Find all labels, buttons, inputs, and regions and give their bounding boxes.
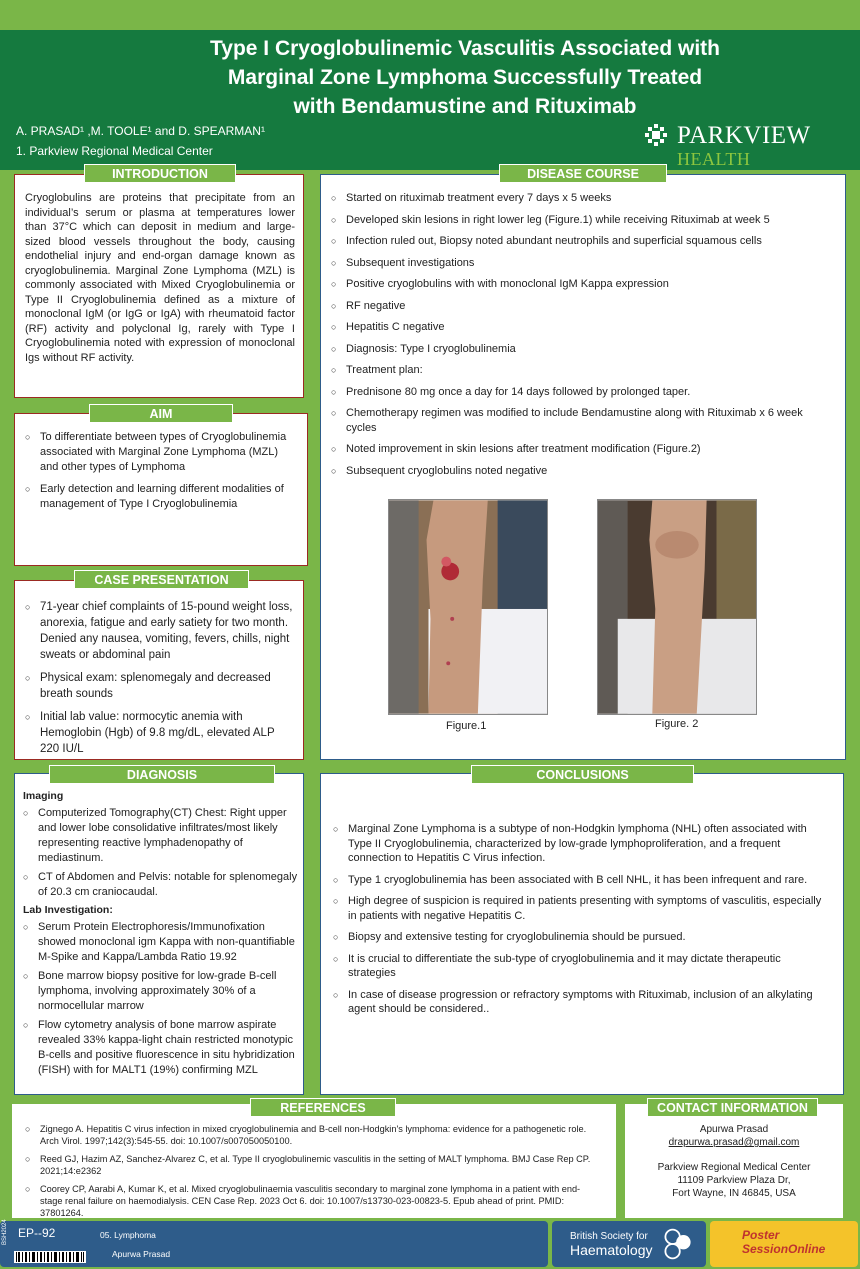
figure-2-photo [597, 499, 757, 715]
conclusions-label: CONCLUSIONS [471, 765, 694, 784]
bsh-mark-icon [660, 1226, 696, 1262]
list-item: ○ Noted improvement in skin lesions after treatment modification (Figure.2) [331, 442, 833, 457]
disease-course-label: DISEASE COURSE [499, 164, 667, 183]
list-item: ○ RF negative [331, 299, 833, 314]
list-item: ○ Positive cryoglobulins with with monoclonal IgM Kappa expression [331, 277, 833, 292]
introduction-label: INTRODUCTION [84, 164, 236, 183]
list-item: ○ Zignego A. Hepatitis C virus infection in mixed cryoglobulinemia and B-cell non-Hodgkin's lymphoma: evidence for a pathogenetic role. Arch Virol. 1997;142(3):545-55. doi: 10.1007/s007050050100. [25, 1123, 601, 1147]
contact-org: Parkview Regional Medical Center [657, 1162, 811, 1173]
list-item: ○ Subsequent cryoglobulins noted negative [331, 464, 833, 479]
introduction-text: Cryoglobulins are proteins that precipitate from an individual’s serum or plasma at temperatures lower than 37°C which can deposit in medium and large-sized blood vessels throughout the body, causing endothelial injury and end-organ damage known as cryoglobulinemia. Marginal Zone Lymphoma (MZL) is commonly associated with Mixed Cryoglobulinemia or Type II Cryoglobulinemia defined as a mixture of monoclonal IgM (or IgG or IgA) with rheumatoid factor (RF) activity and polyclonal Ig, rarely with Type I Cryoglobulinemia noted with expression of monoclonal Igs without RF activity. [25, 192, 295, 364]
poster-session-online-logo [710, 1221, 858, 1267]
list-item: ○ Treatment plan: [331, 363, 833, 378]
contact-name: Apurwa Prasad [699, 1124, 769, 1135]
aim-box [14, 413, 308, 566]
disease-course-list [331, 191, 833, 485]
introduction-box [14, 174, 304, 398]
list-item: ○ Chemotherapy regimen was modified to include Bendamustine along with Rituximab x 6 week cycles [331, 406, 833, 435]
poster-code: EP--92 [18, 1226, 56, 1240]
contact-box [625, 1104, 843, 1218]
parkview-logo-mark-icon [645, 124, 667, 146]
barcode-icon [14, 1251, 86, 1263]
case-presentation-box [14, 580, 304, 760]
references-box [12, 1104, 616, 1218]
figure-1-caption: Figure.1 [446, 720, 487, 732]
affiliation: 1. Parkview Regional Medical Center [16, 144, 213, 158]
list-item: ○ Diagnosis: Type I cryoglobulinemia [331, 342, 833, 357]
list-item: ○ Type 1 cryoglobulinemia has been associated with B cell NHL, it has been infrequent and rare. [333, 873, 831, 888]
figure-2-caption: Figure. 2 [655, 718, 699, 730]
title-line-1: Type I Cryoglobulinemic Vasculitis Associated with [210, 37, 720, 60]
list-item: ○ Started on rituximab treatment every 7 days x 5 weeks [331, 191, 833, 206]
top-band [0, 0, 860, 30]
authors: A. PRASAD¹ ,M. TOOLE¹ and D. SPEARMAN¹ [16, 124, 265, 138]
contact-city: Fort Wayne, IN 46845, USA [672, 1188, 796, 1199]
case-presentation-label: CASE PRESENTATION [74, 570, 249, 589]
logo-name: PARKVIEW [677, 122, 811, 149]
references-label: REFERENCES [250, 1098, 396, 1117]
conclusions-list [333, 822, 831, 1024]
list-item: ○ Early detection and learning different modalities of management of Type I Cryoglobulinemia [25, 482, 297, 512]
footer-category: 05. Lymphoma [100, 1230, 156, 1240]
contact-email[interactable]: drapurwa.prasad@gmail.com [668, 1137, 800, 1148]
title-line-2: Marginal Zone Lymphoma Successfully Treated [227, 66, 703, 89]
pso-line-1: Poster [742, 1228, 780, 1242]
list-item: ○ Coorey CP, Aarabi A, Kumar K, et al. Mixed cryoglobulinaemia vasculitis secondary to marginal zone lymphoma in a patient with end-stage renal failure on haemodialysis. CEN Case Rep. 2023 Oct 6. doi: 10.1007/s13730-023-00823-5. Epub ahead of print. PMID: 37801264. [25, 1183, 601, 1219]
bsh-line-2: Haematology [570, 1242, 653, 1258]
title-line-3: with Bendamustine and Rituximab [293, 95, 637, 118]
disease-course-box [320, 174, 846, 760]
list-item: ○ Hepatitis C negative [331, 320, 833, 335]
conclusions-box [320, 773, 844, 1095]
footer-bar [0, 1221, 548, 1267]
list-item: ○ High degree of suspicion is required in patients presenting with symptoms of vasculitis, especially in patients with negative Hepatitis C. [333, 894, 831, 923]
list-item: ○ Developed skin lesions in right lower leg (Figure.1) while receiving Rituximab at week 5 [331, 213, 833, 228]
contact-label: CONTACT INFORMATION [647, 1098, 818, 1117]
list-item: ○ Biopsy and extensive testing for cryoglobulinemia should be pursued. [333, 930, 831, 945]
list-item: ○ Subsequent investigations [331, 256, 833, 271]
case-list [25, 599, 293, 764]
diagnosis-box [14, 773, 304, 1095]
list-item: ○ Computerized Tomography(CT) Chest: Right upper and lower lobe consolidative infiltrates/most likely representing reactive lymphadenopathy of mediastinum. [23, 806, 299, 866]
footer-presenter: Apurwa Prasad [112, 1249, 171, 1259]
list-item: ○ It is crucial to differentiate the sub-type of cryoglobulinemia and it may dictate therapeutic strategies [333, 952, 831, 981]
bsh-logo [552, 1221, 706, 1267]
logo-subtitle: HEALTH [677, 149, 751, 169]
imaging-heading: Imaging [23, 790, 64, 802]
list-item: ○ Initial lab value: normocytic anemia with Hemoglobin (Hgb) of 9.8 mg/dL, elevated ALP 220 IU/L [25, 709, 293, 757]
list-item: ○ To differentiate between types of Cryoglobulinemia associated with Marginal Zone Lymphoma (MZL) and other types of Lymphoma [25, 430, 297, 475]
list-item: ○ Reed GJ, Hazim AZ, Sanchez-Alvarez C, et al. Type II cryoglobulinemic vasculitis in the setting of MALT lymphoma. BMJ Case Rep CP. 2021;14:e2362 [25, 1153, 601, 1177]
list-item: ○ CT of Abdomen and Pelvis: notable for splenomegaly of 20.3 cm craniocaudal. [23, 870, 299, 900]
pso-line-2: SessionOnline [742, 1242, 826, 1256]
list-item: ○ Marginal Zone Lymphoma is a subtype of non-Hodgkin lymphoma (NHL) often associated with Type II Cryoglobulinemia, characterized by low-grade lymphoproliferation, and a frequent connection to Hepatitis C Virus infection. [333, 822, 831, 866]
list-item: ○ Physical exam: splenomegaly and decreased breath sounds [25, 670, 293, 702]
contact-content [632, 1123, 836, 1200]
bsh-line-1: British Society for [570, 1231, 648, 1242]
lab-heading: Lab Investigation: [23, 904, 113, 916]
references-list [25, 1123, 601, 1225]
aim-list [25, 430, 297, 519]
list-item: ○ Serum Protein Electrophoresis/Immunofixation showed monoclonal igm Kappa with non-quantifiable M-Spike and Kappa/Lambda Ratio 19.92 [23, 920, 299, 965]
contact-street: 11109 Parkview Plaza Dr, [677, 1175, 791, 1186]
barcode-id: BSH2024 [2, 1219, 8, 1245]
aim-label: AIM [89, 404, 233, 423]
list-item: ○ Bone marrow biopsy positive for low-grade B-cell lymphoma, involving approximately 30% of a normocellular marrow [23, 969, 299, 1014]
lab-list [23, 920, 299, 1078]
poster-title [150, 34, 780, 121]
list-item: ○ Prednisone 80 mg once a day for 14 days followed by prolonged taper. [331, 385, 833, 400]
diagnosis-content [23, 788, 299, 1082]
diagnosis-label: DIAGNOSIS [49, 765, 275, 784]
figure-1-photo [388, 499, 548, 715]
list-item: ○ 71-year chief complaints of 15-pound weight loss, anorexia, fatigue and early satiety for two month. Denied any nausea, vomiting, fevers, chills, night sweats or abdominal pain [25, 599, 293, 663]
parkview-logo [645, 124, 825, 170]
list-item: ○ Infection ruled out, Biopsy noted abundant neutrophils and superficial squamous cells [331, 234, 833, 249]
imaging-list [23, 806, 299, 900]
list-item: ○ In case of disease progression or refractory symptoms with Rituximab, inclusion of an alkylating agent should be considered.. [333, 988, 831, 1017]
list-item: ○ Flow cytometry analysis of bone marrow aspirate revealed 33% kappa-light chain restricted monotypic B-cells and positive fluorescence in situ hybridization (FISH) with for MALT1 (19%) confirming MZL [23, 1018, 299, 1078]
